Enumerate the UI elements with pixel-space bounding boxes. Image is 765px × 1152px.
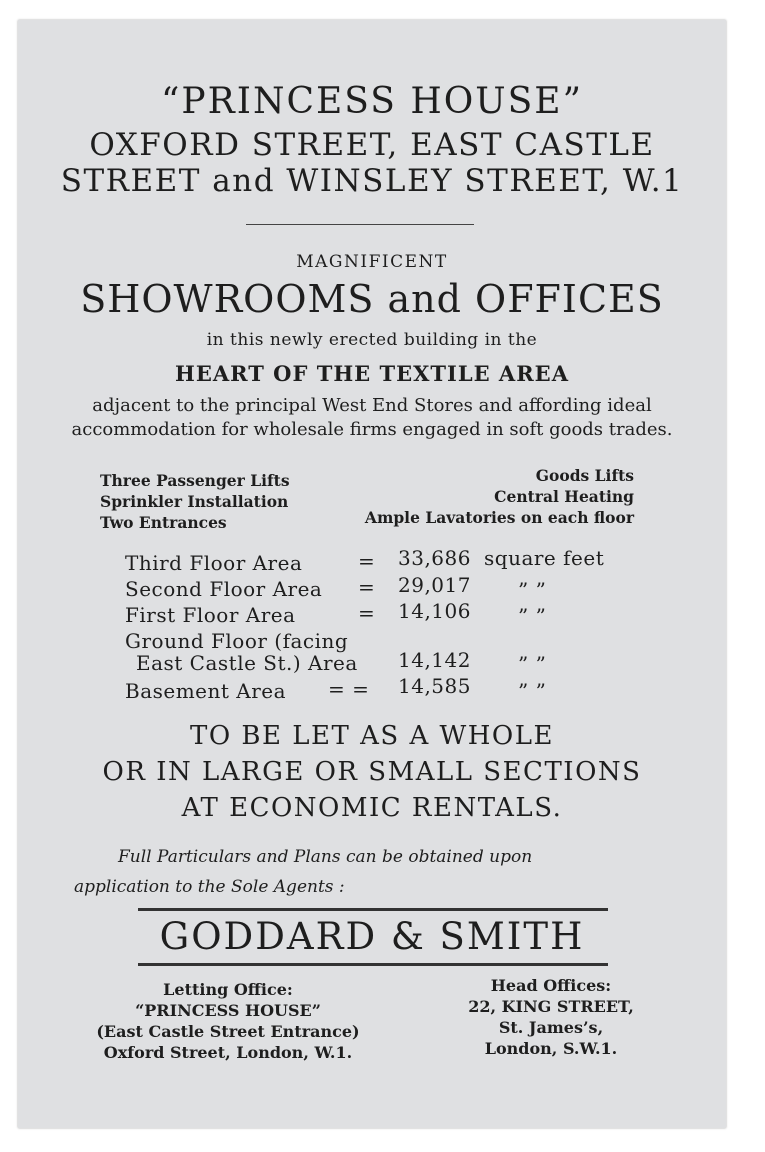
ditto-marks: ” ” [518, 679, 547, 703]
feature-right-1: Goods Lifts [535, 466, 634, 485]
adjacent-paragraph: adjacent to the principal West End Stores and affording ideal accommodation for wholesale firms engaged in soft goods trades. [71, 395, 673, 440]
bottom-thick-rule [138, 963, 608, 966]
letting-office-line: Oxford Street, London, W.1. [103, 1043, 353, 1062]
address-line-2: STREET and WINSLEY STREET, W.1 [60, 163, 684, 199]
ditto-marks: ” ” [518, 652, 547, 676]
building-title: “PRINCESS HOUSE” [160, 81, 583, 122]
area-value: 33,686 [398, 546, 471, 570]
letting-office-line: (East Castle Street Entrance) [96, 1022, 360, 1041]
area-value: 14,142 [398, 648, 471, 672]
letting-office-line: “PRINCESS HOUSE” [135, 1001, 321, 1020]
feature-right-3: Ample Lavatories on each floor [364, 508, 634, 527]
letting-office-line: Letting Office: [163, 980, 293, 999]
feature-right-2: Central Heating [494, 487, 634, 506]
address-line-1: OXFORD STREET, EAST CASTLE [89, 127, 655, 163]
feature-left-2: Sprinkler Installation [100, 492, 289, 511]
area-value: 14,585 [398, 674, 471, 698]
head-office-line: London, S.W.1. [484, 1039, 618, 1058]
head-office-line: St. James’s, [498, 1018, 604, 1037]
feature-left-3: Two Entrances [100, 513, 227, 532]
head-office-block [436, 975, 666, 1059]
area-label: First Floor Area [125, 603, 296, 627]
newly-erected-text: in this newly erected building in the [206, 330, 538, 350]
advertisement-card [18, 20, 726, 1128]
divider-rule [246, 224, 474, 225]
area-value: 29,017 [398, 573, 471, 597]
area-equals: = [358, 575, 376, 599]
headline: SHOWROOMS and OFFICES [80, 277, 664, 321]
particulars-line-1: Full Particulars and Plans can be obtained upon [118, 847, 533, 867]
let-line-1: TO BE LET AS A WHOLE [190, 721, 554, 751]
let-line-2: OR IN LARGE OR SMALL SECTIONS [102, 757, 642, 787]
area-label-2: East Castle St.) Area [136, 651, 358, 675]
textile-area-heading: HEART OF THE TEXTILE AREA [175, 361, 569, 386]
feature-left-1: Three Passenger Lifts [100, 471, 290, 490]
agent-name: GODDARD & SMITH [159, 915, 585, 958]
head-office-line: Head Offices: [490, 976, 612, 995]
area-label: Basement Area [125, 679, 287, 703]
magnificent-label: MAGNIFICENT [296, 252, 448, 272]
area-unit: square feet [484, 546, 605, 570]
area-label: Third Floor Area [125, 551, 303, 575]
letting-office-block [78, 979, 378, 1063]
area-equals: = [358, 601, 376, 625]
area-label: Ground Floor (facing [125, 629, 349, 653]
area-label: Second Floor Area [125, 577, 323, 601]
area-equals: = [358, 549, 376, 573]
area-value: 14,106 [398, 599, 471, 623]
ditto-marks: ” ” [518, 578, 547, 602]
head-office-line: 22, KING STREET, [468, 997, 634, 1016]
ditto-marks: ” ” [518, 604, 547, 628]
particulars-line-2: application to the Sole Agents : [74, 877, 345, 897]
area-equals: = = [328, 677, 370, 701]
let-line-3: AT ECONOMIC RENTALS. [181, 793, 563, 823]
top-thick-rule [138, 908, 608, 911]
